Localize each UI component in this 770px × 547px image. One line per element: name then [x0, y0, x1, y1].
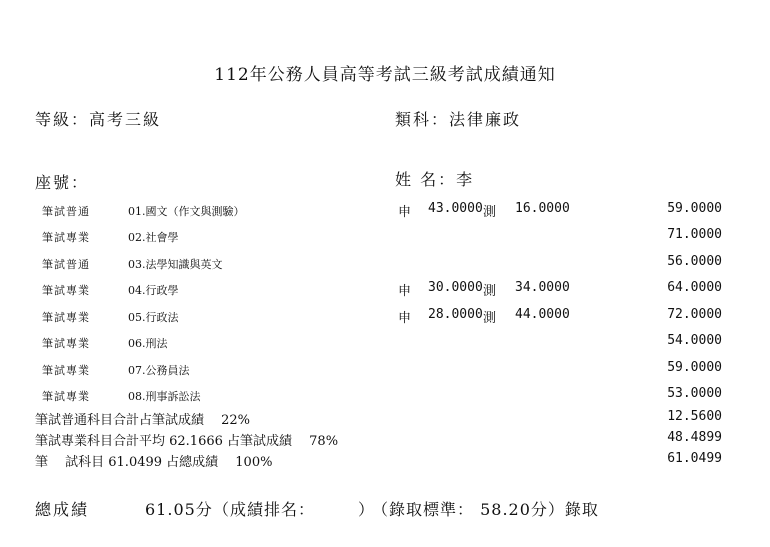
- test-label: 測: [483, 311, 497, 326]
- ranking: （成績排名： ）: [213, 500, 376, 519]
- subject-score: 64.0000: [667, 280, 722, 295]
- subject-score: 59.0000: [667, 360, 722, 375]
- written-subject-summary: 筆 試科目 61.0499 占總成績 100%: [35, 455, 273, 470]
- subject-type: 筆試專業: [42, 311, 90, 324]
- professional-subject-summary: 筆試專業科目合計平均 62.1666 占筆試成績 78%: [35, 434, 339, 449]
- subject-type: 筆試專業: [42, 337, 90, 350]
- page-title: 112年公務人員高等考試三級考試成績通知: [214, 65, 556, 85]
- admission-standard: （錄取標準： 58.20分）錄取: [372, 500, 599, 519]
- subject-score: 56.0000: [667, 254, 722, 269]
- subject-name: 06.刑法: [128, 337, 168, 350]
- category-label: 類科：法律廉政: [395, 110, 522, 129]
- subject-score: 71.0000: [667, 227, 722, 242]
- test-score: 44.0000: [515, 307, 570, 322]
- subject-type: 筆試專業: [42, 390, 90, 403]
- subject-type: 筆試普通: [42, 258, 90, 271]
- grade-label: 等級：高考三級: [35, 110, 162, 129]
- subject-name: 08.刑事訴訟法: [128, 390, 201, 403]
- essay-score: 30.0000: [428, 280, 483, 295]
- written-subject-weighted: 61.0499: [667, 451, 722, 466]
- subject-score: 72.0000: [667, 307, 722, 322]
- subject-type: 筆試專業: [42, 231, 90, 244]
- essay-label: 申: [398, 205, 412, 220]
- essay-label: 申: [398, 311, 412, 326]
- subject-name: 03.法學知識與英文: [128, 258, 223, 271]
- test-label: 測: [483, 205, 497, 220]
- essay-score: 28.0000: [428, 307, 483, 322]
- candidate-name-label: 姓 名：李: [395, 170, 475, 189]
- subject-name: 01.國文（作文與測驗）: [128, 205, 245, 218]
- general-subject-summary: 筆試普通科目合計占筆試成績 22%: [35, 413, 251, 428]
- total-label: 總成績: [35, 500, 90, 519]
- test-label: 測: [483, 284, 497, 299]
- total-score: 61.05分: [145, 500, 213, 519]
- subject-score: 53.0000: [667, 386, 722, 401]
- subject-type: 筆試專業: [42, 284, 90, 297]
- subject-name: 04.行政學: [128, 284, 179, 297]
- subject-score: 59.0000: [667, 201, 722, 216]
- subject-name: 05.行政法: [128, 311, 179, 324]
- subject-type: 筆試專業: [42, 364, 90, 377]
- test-score: 34.0000: [515, 280, 570, 295]
- subject-name: 02.社會學: [128, 231, 179, 244]
- essay-score: 43.0000: [428, 201, 483, 216]
- general-subject-weighted: 12.5600: [667, 409, 722, 424]
- essay-label: 申: [398, 284, 412, 299]
- professional-subject-weighted: 48.4899: [667, 430, 722, 445]
- seat-number-label: 座號：: [35, 173, 90, 192]
- subject-name: 07.公務員法: [128, 364, 190, 377]
- subject-score: 54.0000: [667, 333, 722, 348]
- subject-type: 筆試普通: [42, 205, 90, 218]
- test-score: 16.0000: [515, 201, 570, 216]
